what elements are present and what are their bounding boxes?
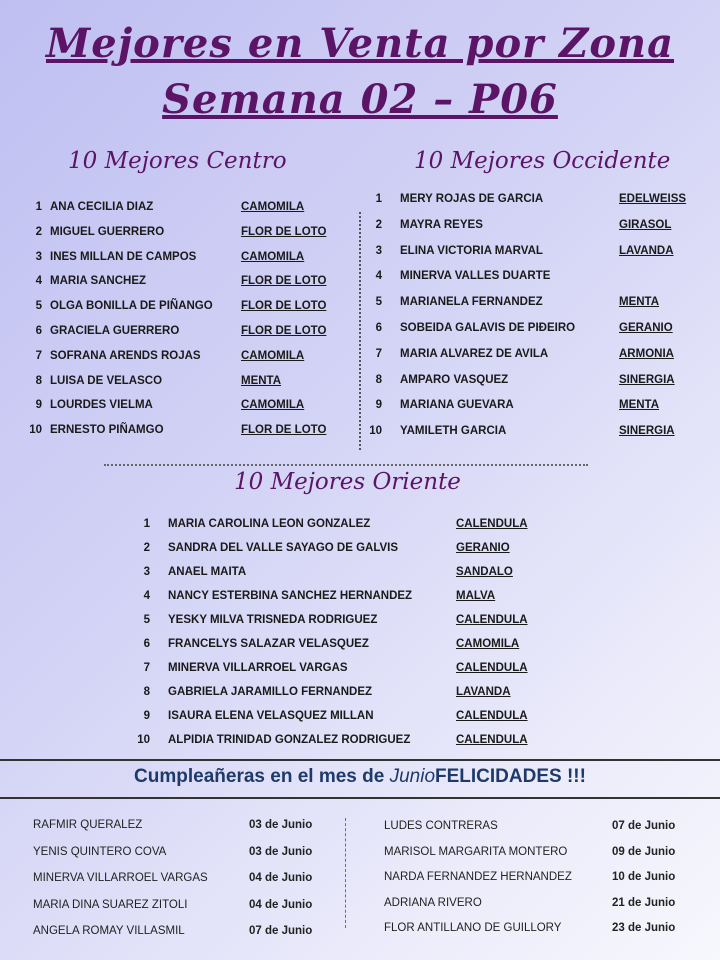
occidente-row <box>0 193 720 207</box>
birthday-name: RAFMIR QUERALEZ <box>33 819 143 831</box>
seller-name: INES MILLAN DE CAMPOS <box>50 250 197 263</box>
rank-number: 6 <box>35 325 42 337</box>
seller-name: OLGA BONILLA DE PIÑANGO <box>50 300 213 313</box>
product-name: CAMOMILA <box>241 201 305 213</box>
rank-number: 4 <box>35 275 42 288</box>
oriente-row <box>0 686 720 700</box>
birthday-date: 10 de Junio <box>612 871 676 884</box>
birthday-name: FLOR ANTILLANO DE GUILLORY <box>384 922 562 935</box>
seller-name: ANA CECILIA DIAZ <box>50 201 154 213</box>
seller-name: LOURDES VIELMA <box>50 399 153 412</box>
product-name: FLOR DE LOTO <box>241 225 327 238</box>
seller-name: MAYRA REYES <box>400 218 483 231</box>
oriente-row <box>0 662 720 676</box>
birthday-date: 03 de Junio <box>249 845 313 858</box>
divider-top <box>0 759 720 761</box>
birthday-title-month: Junio <box>389 766 436 787</box>
birthday-date: 21 de Junio <box>612 896 676 909</box>
oriente-row <box>0 734 720 748</box>
rank-number: 2 <box>375 218 382 231</box>
oriente-row <box>0 614 720 628</box>
seller-name: GABRIELA JARAMILLO FERNANDEZ <box>168 686 373 698</box>
seller-name: FRANCELYS SALAZAR VELASQUEZ <box>168 638 369 650</box>
birthday-date: 04 de Junio <box>249 898 313 911</box>
birthday-name: YENIS QUINTERO COVA <box>33 845 167 858</box>
product-name: CAMOMILA <box>241 250 305 263</box>
seller-name: MARIANELA FERNANDEZ <box>400 296 543 309</box>
product-name: GERANIO <box>619 322 673 334</box>
product-name: MENTA <box>619 399 660 412</box>
product-name: FLOR DE LOTO <box>241 424 327 437</box>
product-name: FLOR DE LOTO <box>241 325 327 337</box>
seller-name: MIGUEL GUERRERO <box>50 225 165 238</box>
rank-number: 10 <box>369 425 382 438</box>
product-name: CAMOMILA <box>456 638 520 650</box>
seller-name: ERNESTO PIÑAMGO <box>50 424 164 437</box>
birthday-item <box>33 925 353 939</box>
birthday-title-pre: Cumpleañeras en el mes de <box>134 766 390 787</box>
seller-name: ANAEL MAITA <box>168 566 247 578</box>
product-name: ARMONIA <box>619 347 674 360</box>
birthday-name: ADRIANA RIVERO <box>384 896 482 909</box>
rank-number: 5 <box>35 300 42 313</box>
product-name: SINERGIA <box>619 425 675 438</box>
oriente-row <box>0 518 720 532</box>
seller-name: ISAURA ELENA VELASQUEZ MILLAN <box>168 710 374 722</box>
page-title-line1: Mejores en Venta por Zona <box>45 20 675 67</box>
product-name: MENTA <box>619 296 660 309</box>
birthday-item <box>33 899 353 913</box>
birthday-date: 03 de Junio <box>249 819 313 831</box>
birthday-item <box>33 846 353 860</box>
rank-number: 1 <box>35 201 42 213</box>
product-name: MENTA <box>241 374 282 387</box>
birthday-date: 04 de Junio <box>249 872 313 884</box>
product-name: GERANIO <box>456 542 510 554</box>
rank-number: 9 <box>375 399 382 412</box>
product-name: GIRASOL <box>619 218 672 231</box>
rank-number: 4 <box>375 270 382 283</box>
seller-name: MINERVA VILLARROEL VARGAS <box>168 662 348 674</box>
birthday-name: MARISOL MARGARITA MONTERO <box>384 845 568 858</box>
birthday-name: NARDA FERNANDEZ HERNANDEZ <box>384 871 572 884</box>
seller-name: MARIA SANCHEZ <box>50 275 147 288</box>
seller-name: SOFRANA ARENDS ROJAS <box>50 349 201 362</box>
product-name: LAVANDA <box>456 686 511 698</box>
birthday-name: ANGELA ROMAY VILLASMIL <box>33 925 185 937</box>
product-name: EDELWEISS <box>619 193 687 205</box>
centro-heading: 10 Mejores Centro <box>68 148 287 174</box>
birthday-date: 09 de Junio <box>612 845 676 858</box>
rank-number: 1 <box>375 193 382 205</box>
product-name: SANDALO <box>456 566 513 578</box>
birthday-name: MARIA DINA SUAREZ ZITOLI <box>33 898 188 911</box>
seller-name: SOBEIDA GALAVIS DE PIÐEIRO <box>400 322 576 334</box>
oriente-row <box>0 590 720 604</box>
seller-name: LUISA DE VELASCO <box>50 374 163 387</box>
rank-number: 8 <box>35 374 42 387</box>
birthday-item <box>384 897 704 911</box>
rank-number: 6 <box>143 638 150 650</box>
birthday-item <box>384 871 704 885</box>
rank-number: 3 <box>375 244 382 257</box>
rank-number: 3 <box>143 566 150 578</box>
birthday-date: 07 de Junio <box>249 925 313 937</box>
birthday-item <box>384 820 704 834</box>
product-name: CALENDULA <box>456 662 528 674</box>
oriente-row <box>0 638 720 652</box>
product-name: FLOR DE LOTO <box>241 300 327 313</box>
rank-number: 8 <box>375 373 382 386</box>
birthday-item <box>33 872 353 886</box>
rank-number: 10 <box>29 424 42 437</box>
rank-number: 5 <box>143 614 150 626</box>
birthday-date: 07 de Junio <box>612 820 676 832</box>
seller-name: ELINA VICTORIA MARVAL <box>400 244 543 257</box>
seller-name: SANDRA DEL VALLE SAYAGO DE GALVIS <box>168 542 399 554</box>
seller-name: MERY ROJAS DE GARCIA <box>400 193 544 205</box>
rank-number: 6 <box>375 322 382 334</box>
product-name: CALENDULA <box>456 614 528 626</box>
page-title-line2: Semana 02 – P06 <box>162 76 558 123</box>
rank-number: 2 <box>143 542 150 554</box>
birthday-item <box>384 846 704 860</box>
rank-number: 7 <box>35 349 42 362</box>
column-separator <box>359 212 361 450</box>
seller-name: AMPARO VASQUEZ <box>400 373 509 386</box>
rank-number: 3 <box>35 250 42 263</box>
birthday-item <box>33 819 353 833</box>
rank-number: 5 <box>375 296 382 309</box>
birthday-name: LUDES CONTRERAS <box>384 820 498 832</box>
oriente-heading: 10 Mejores Oriente <box>234 469 461 495</box>
birthday-date: 23 de Junio <box>612 922 676 935</box>
seller-name: MINERVA VALLES DUARTE <box>400 270 551 283</box>
birthday-title <box>0 766 720 788</box>
product-name: MALVA <box>456 590 496 602</box>
rank-number: 7 <box>375 347 382 360</box>
seller-name: ALPIDIA TRINIDAD GONZALEZ RODRIGUEZ <box>168 734 411 746</box>
rank-number: 9 <box>35 399 42 412</box>
section-divider <box>104 464 588 466</box>
product-name: CALENDULA <box>456 734 528 746</box>
birthday-item <box>384 922 704 936</box>
oriente-row <box>0 710 720 724</box>
seller-name: MARIA CAROLINA LEON GONZALEZ <box>168 518 371 530</box>
seller-name: YESKY MILVA TRISNEDA RODRIGUEZ <box>168 614 378 626</box>
birthday-separator <box>345 818 346 928</box>
product-name: FLOR DE LOTO <box>241 275 327 288</box>
seller-name: GRACIELA GUERRERO <box>50 325 180 337</box>
occidente-heading: 10 Mejores Occidente <box>414 148 671 174</box>
oriente-row <box>0 566 720 580</box>
product-name: CAMOMILA <box>241 349 305 362</box>
divider-bottom <box>0 797 720 799</box>
rank-number: 10 <box>137 734 150 746</box>
product-name: SINERGIA <box>619 373 675 386</box>
birthday-title-post: FELICIDADES !!! <box>435 766 586 787</box>
seller-name: NANCY ESTERBINA SANCHEZ HERNANDEZ <box>168 590 413 602</box>
seller-name: YAMILETH GARCIA <box>400 425 507 438</box>
product-name: CALENDULA <box>456 518 528 530</box>
product-name: CALENDULA <box>456 710 528 722</box>
product-name: CAMOMILA <box>241 399 305 412</box>
seller-name: MARIANA GUEVARA <box>400 399 514 412</box>
rank-number: 7 <box>143 662 150 674</box>
birthday-name: MINERVA VILLARROEL VARGAS <box>33 872 208 884</box>
rank-number: 2 <box>35 225 42 238</box>
rank-number: 4 <box>143 590 150 602</box>
oriente-row <box>0 542 720 556</box>
rank-number: 1 <box>143 518 150 530</box>
product-name: LAVANDA <box>619 244 674 257</box>
rank-number: 8 <box>143 686 150 698</box>
rank-number: 9 <box>143 710 150 722</box>
seller-name: MARIA ALVAREZ DE AVILA <box>400 347 549 360</box>
